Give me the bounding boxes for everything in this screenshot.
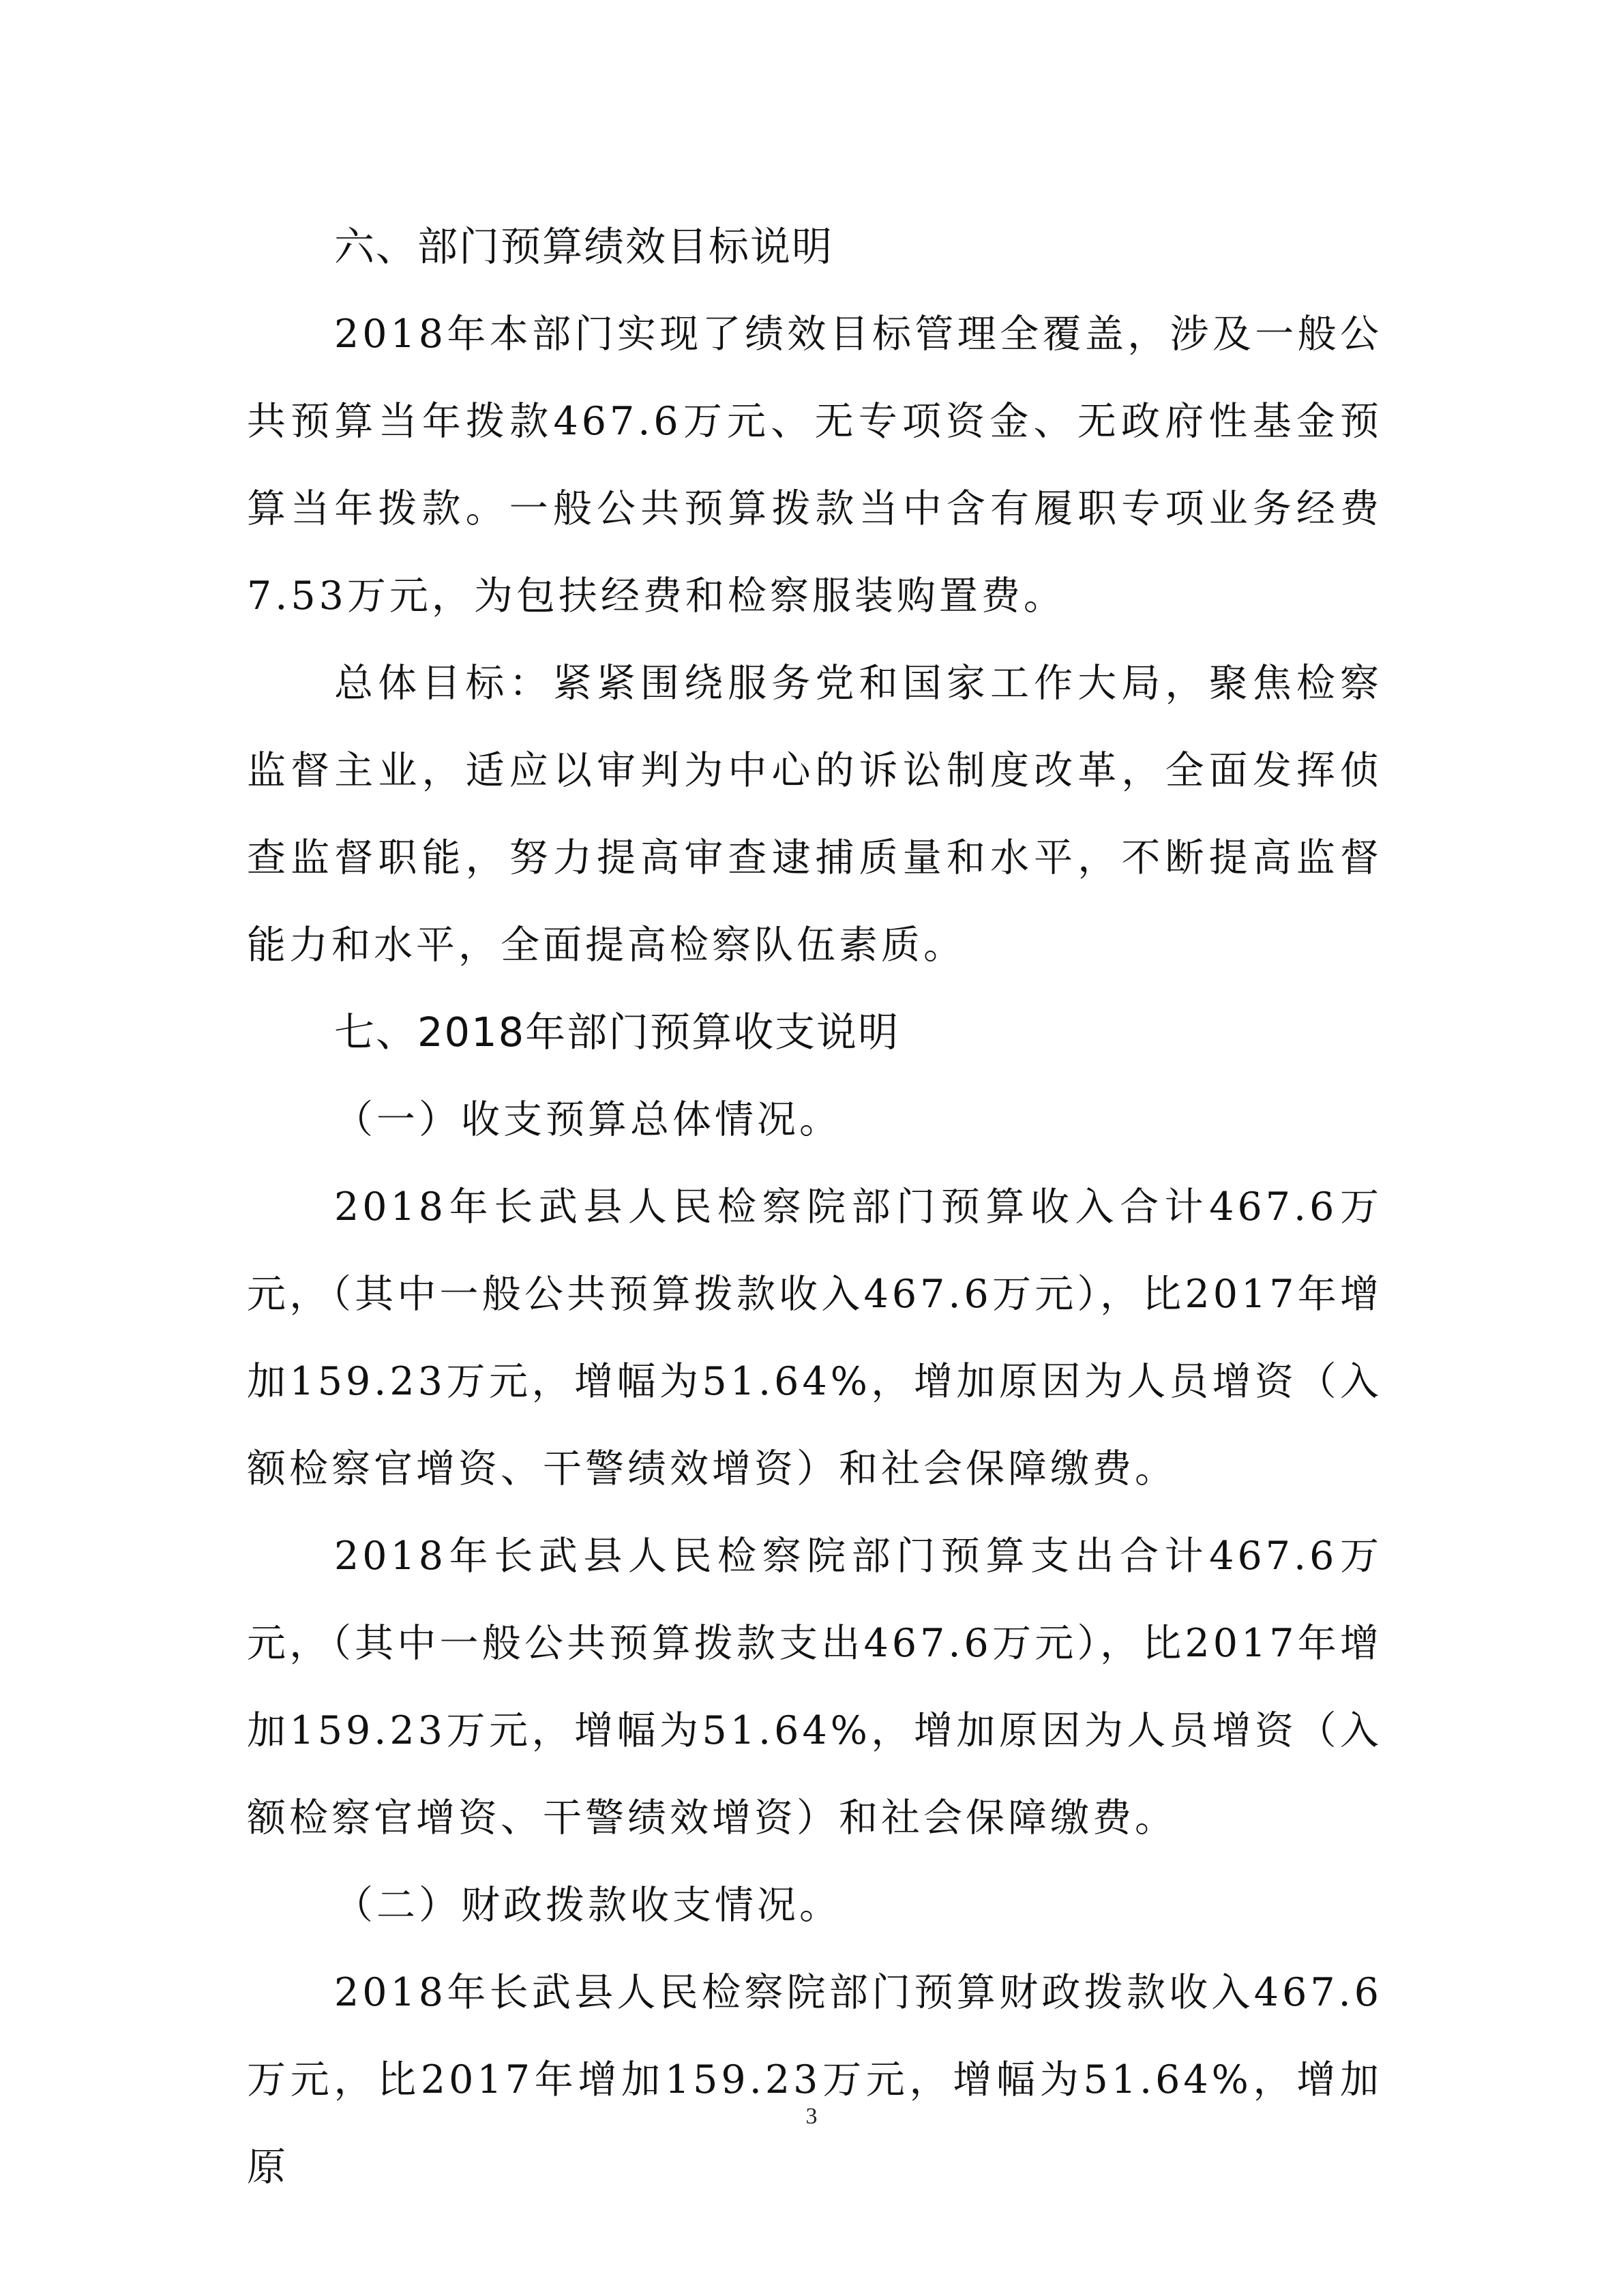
- subsection-heading-two: （二）财政拨款收支情况。: [334, 1883, 842, 1928]
- subsection-heading-one: （一）收支预算总体情况。: [334, 1097, 842, 1142]
- page-number: 3: [805, 2104, 818, 2129]
- income-paragraph: 2018年长武县人民检察院部门预算收入合计467.6万元，（其中一般公共预算拨款收入467.6万元），比2017年增加159.23万元，增幅为51.64%，增加原因为人员增资（入额检察官增资、干警绩效增资）和社会保障缴费。: [247, 1184, 1382, 1491]
- section-heading-seven: 七、2018年部门预算收支说明: [334, 1009, 900, 1056]
- fiscal-allocation-paragraph: 2018年长武县人民检察院部门预算财政拨款收入467.6万元，比2017年增加159.23万元，增幅为51.64%，增加原: [247, 1970, 1382, 2190]
- performance-goal-paragraph: 2018年本部门实现了绩效目标管理全覆盖，涉及一般公共预算当年拨款467.6万元、无专项资金、无政府性基金预算当年拨款。一般公共预算拨款当中含有履职专项业务经费7.53万元，为包扶经费和检察服装购置费。: [247, 312, 1382, 618]
- page-body: [247, 203, 1382, 2211]
- expenditure-paragraph: 2018年长武县人民检察院部门预算支出合计467.6万元，（其中一般公共预算拨款支出467.6万元），比2017年增加159.23万元，增幅为51.64%，增加原因为人员增资（入额检察官增资、干警绩效增资）和社会保障缴费。: [247, 1534, 1382, 1840]
- section-heading-six: 六、部门预算绩效目标说明: [334, 223, 834, 270]
- overall-goal-paragraph: 总体目标：紧紧围绕服务党和国家工作大局，聚焦检察监督主业，适应以审判为中心的诉讼制度改革，全面发挥侦查监督职能，努力提高审查逮捕质量和水平，不断提高监督能力和水平，全面提高检察队伍素质。: [247, 661, 1382, 968]
